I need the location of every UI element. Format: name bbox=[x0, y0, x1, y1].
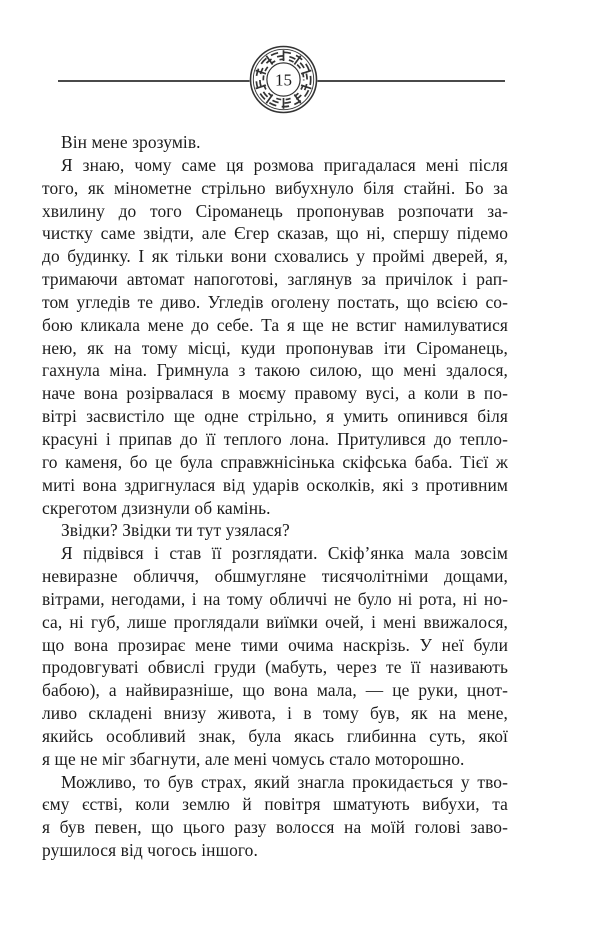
text-line: Я знаю, чому саме ця розмова пригадалася мені після bbox=[61, 154, 508, 175]
paragraph bbox=[42, 131, 508, 154]
text-line: Звідки? Звідки ти тут узялася? bbox=[61, 520, 290, 541]
text-line: миті вона здригнулася від ударів осколків, які з противним bbox=[42, 474, 508, 495]
text-line: скреготом дзизнули об камінь. bbox=[42, 497, 271, 518]
paragraph bbox=[42, 154, 508, 520]
text-line: са, ні губ, лише проглядали виїмки очей, і мені ввижалося, bbox=[42, 611, 508, 632]
text-line: бою кликала мене до себе. Та я ще не встиг намилуватися bbox=[42, 314, 508, 335]
text-line: красуні і припав до її теплого лона. Притулився до тепло- bbox=[42, 428, 508, 449]
text-line: гахнула міна. Гримнула з такою силою, що мені здалося, bbox=[42, 360, 508, 381]
text-line: невиразне обличчя, обшмугляне тисячолітніми дощами, bbox=[42, 566, 508, 587]
text-line: Він мене зрозумів. bbox=[61, 132, 201, 152]
page-header bbox=[0, 0, 600, 120]
text-line: наче вона розірвалася в моєму правому вусі, а коли в по- bbox=[42, 383, 508, 404]
text-line: вітрами, негодами, і на тому обличчі не було ні рота, ні но- bbox=[42, 588, 508, 609]
text-line: до будинку. І як тільки вони сховались у проймі дверей, я, bbox=[42, 246, 508, 267]
body-text bbox=[42, 131, 508, 862]
text-line: нею, як на тому місці, куди пропонував іти Сіроманець, bbox=[42, 337, 508, 358]
page-number-ornament-icon bbox=[248, 44, 319, 115]
text-line: ливо складені внизу живота, і в тому був, як на мене, bbox=[42, 703, 508, 724]
text-line: я був певен, що цього разу волосся на моїй голові заво- bbox=[42, 817, 508, 838]
text-line: того, як мінометне стрільно вибухнуло біля стайні. Бо за bbox=[42, 177, 508, 198]
text-line: тримаючи автомат напоготові, заглянув за причілок і рап- bbox=[42, 269, 508, 290]
text-line: що вона прозирає мене тими очима наскрізь. У неї були bbox=[42, 634, 508, 655]
text-line: Можливо, то був страх, який знагла прокидається у тво- bbox=[61, 771, 508, 792]
text-line: хвилину до того Сіроманець пропонував розпочати за- bbox=[42, 200, 508, 221]
text-line: єму єстві, коли землю й повітря шматують вибухи, та bbox=[42, 794, 508, 815]
paragraph bbox=[42, 542, 508, 770]
paragraph bbox=[42, 519, 508, 542]
text-line: вітрі засвистіло ще одне стрільно, я умить опинився біля bbox=[42, 406, 508, 427]
text-line: рушилося від чогось іншого. bbox=[42, 840, 258, 861]
paragraph bbox=[42, 771, 508, 862]
text-line: чистку саме звідти, але Єгер сказав, що ні, спершу підемо bbox=[42, 223, 508, 244]
text-line: продовгуваті обвислі груди (мабуть, через те її називають bbox=[42, 657, 508, 678]
text-line: я ще не міг збагнути, але мені чомусь стало моторошно. bbox=[42, 748, 465, 769]
text-line: якийсь особливий знак, була якась глибинна суть, якої bbox=[42, 725, 508, 746]
text-line: Я підвівся і став її розглядати. Скіф’янка мала зовсім bbox=[61, 543, 508, 564]
page-number: 15 bbox=[275, 70, 292, 90]
text-line: бабою), а найвиразніше, що вона мала, — це руки, цнот- bbox=[42, 680, 508, 701]
text-line: го каменя, бо це була справжнісінька скіфська баба. Тієї ж bbox=[42, 451, 508, 472]
text-line: том угледів те диво. Угледів оголену постать, що всією со- bbox=[42, 291, 508, 312]
